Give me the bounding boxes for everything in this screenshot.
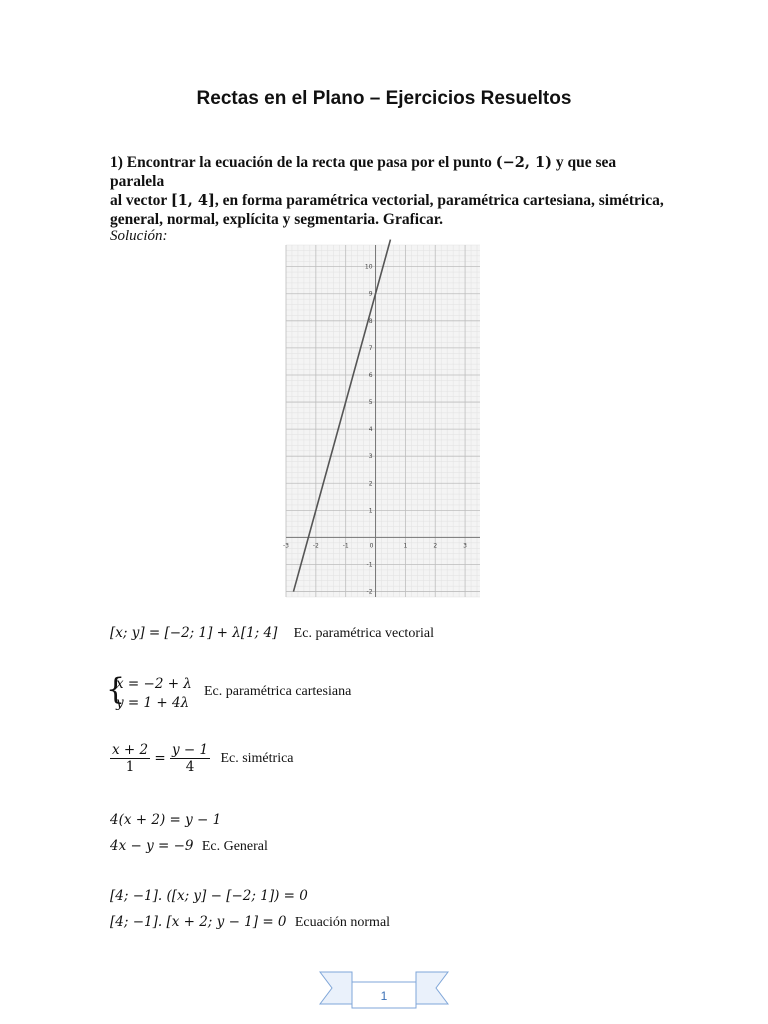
eq-cartesiana-line1: x = −2 + λ	[116, 676, 192, 692]
y-tick-label: 4	[368, 426, 373, 434]
eq-simetrica-frac-2	[170, 742, 210, 775]
y-tick-label: 5	[368, 399, 373, 407]
eq-cartesiana-brace: {	[106, 672, 126, 707]
problem-text-1a: 1) Encontrar la ecuación de la recta que pasa por el punto	[110, 154, 496, 171]
eq-general: 4x − y = −9	[110, 838, 194, 854]
eq-simetrica-num-2: y − 1	[172, 742, 209, 758]
eq-normal-step: [4; −1]. ([x; y] − [−2; 1]) = 0	[110, 888, 308, 904]
page-title: Rectas en el Plano – Ejercicios Resueltos	[196, 88, 572, 109]
eq-general-label: Ec. General	[201, 839, 268, 854]
y-tick-label: 10	[364, 263, 373, 271]
eq-cartesiana-label: Ec. paramétrica cartesiana	[204, 684, 352, 699]
x-tick-label: -1	[342, 542, 349, 550]
eq-simetrica-frac-1	[110, 742, 150, 775]
y-tick-label: -1	[366, 561, 373, 569]
x-tick-label: -3	[283, 542, 289, 550]
problem-statement	[110, 153, 670, 229]
problem-text-1b: y que sea paralela	[110, 154, 617, 190]
eq-cartesiana-line2: y = 1 + 4λ	[116, 695, 190, 711]
x-tick-label: 3	[463, 542, 467, 550]
eq-vectorial-row	[110, 625, 434, 642]
x-tick-label: 2	[433, 542, 438, 550]
eq-simetrica-row	[110, 742, 294, 775]
problem-text-2a: al vector	[110, 192, 171, 209]
page-number: 1	[380, 989, 388, 1003]
solution-label: Solución:	[110, 228, 168, 244]
y-tick-label: 1	[368, 507, 373, 515]
eq-simetrica-den-1: 1	[125, 759, 135, 775]
x-tick-label: 0	[369, 542, 374, 550]
eq-vectorial-label: Ec. paramétrica vectorial	[293, 626, 434, 641]
eq-simetrica-den-2: 4	[185, 759, 195, 775]
y-tick-label: 7	[368, 344, 373, 352]
eq-simetrica-label: Ec. simétrica	[220, 750, 294, 766]
eq-vectorial: [x; y] = [−2; 1] + λ[1; 4]	[110, 625, 278, 641]
eq-general-step: 4(x + 2) = y − 1	[110, 812, 222, 828]
eq-simetrica-num-1: x + 2	[112, 742, 149, 758]
y-tick-label: -2	[366, 588, 373, 596]
eq-normal-row	[110, 914, 390, 931]
eq-general-row	[110, 838, 268, 855]
y-tick-label: 9	[368, 290, 373, 298]
problem-point: (−2, 1)	[495, 154, 552, 171]
y-tick-label: 8	[368, 317, 373, 325]
y-tick-label: 6	[368, 371, 373, 379]
line-graph	[283, 245, 480, 597]
y-tick-label: 2	[368, 480, 373, 488]
problem-vector: [1, 4]	[170, 192, 215, 209]
x-tick-label: 1	[403, 542, 408, 550]
eq-simetrica-equals: =	[154, 750, 166, 767]
problem-line-2	[110, 191, 670, 210]
eq-normal-label: Ecuación normal	[294, 915, 391, 930]
x-tick-label: -2	[312, 542, 319, 550]
problem-line-1	[110, 153, 670, 191]
problem-line-3: general, normal, explícita y segmentaria. Graficar.	[110, 211, 444, 228]
problem-text-2b: , en forma paramétrica vectorial, paramétrica cartesiana, simétrica,	[214, 192, 664, 209]
y-tick-label: 3	[368, 453, 373, 461]
eq-normal: [4; −1]. [x + 2; y − 1] = 0	[110, 914, 287, 930]
